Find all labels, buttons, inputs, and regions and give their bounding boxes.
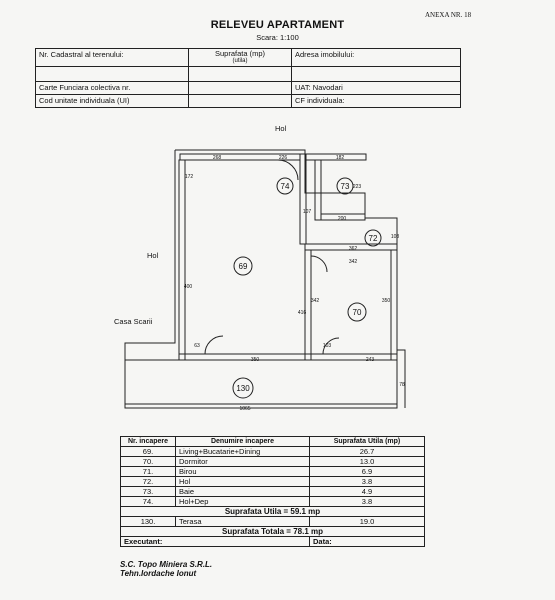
dimension-label: 416 bbox=[297, 310, 307, 316]
wall-west bbox=[125, 150, 175, 408]
rooms-table bbox=[120, 436, 425, 547]
address-label: Adresa imobilului: bbox=[292, 49, 461, 67]
surface-cell bbox=[189, 49, 292, 67]
dimension-label: 200 bbox=[337, 216, 347, 222]
table-row bbox=[121, 497, 425, 507]
dimension-label: 342 bbox=[348, 259, 358, 265]
dimension-label: 182 bbox=[335, 155, 345, 161]
room-area: 3.8 bbox=[310, 497, 425, 507]
surface-sub: (utila) bbox=[232, 58, 248, 64]
dimension-label: 63 bbox=[194, 343, 200, 349]
hol-top-label: Hol bbox=[275, 124, 287, 133]
dimension-label: 103 bbox=[322, 343, 332, 349]
room-number: 74 bbox=[280, 182, 290, 191]
executant-label: Executant: bbox=[121, 537, 310, 547]
dimension-label: 243 bbox=[365, 357, 375, 363]
dimension-label: 78 bbox=[399, 382, 405, 388]
dimension-label: 226 bbox=[278, 155, 288, 161]
room-area: 4.9 bbox=[310, 487, 425, 497]
page-title: RELEVEU APARTAMENT bbox=[210, 19, 345, 31]
carte-label: Carte Funciara colectiva nr. bbox=[36, 82, 189, 95]
dimension-label: 342 bbox=[310, 298, 320, 304]
casa-scarii-label: Casa Scarii bbox=[114, 317, 153, 326]
wall-south bbox=[179, 354, 397, 360]
hol-left-label: Hol bbox=[147, 251, 159, 260]
table-row bbox=[121, 467, 425, 477]
room-area: 26.7 bbox=[310, 447, 425, 457]
empty-cell bbox=[189, 82, 292, 95]
room-nr: 70. bbox=[121, 457, 176, 467]
door-swing bbox=[311, 256, 327, 272]
col-nr-header: Nr. incapere bbox=[121, 437, 176, 447]
room-number: 70 bbox=[352, 308, 362, 317]
grand-total: Suprafata Totala = 78.1 mp bbox=[121, 527, 425, 537]
room-name: Hol+Dep bbox=[176, 497, 310, 507]
dimension-label: 362 bbox=[348, 246, 358, 252]
room-nr: 69. bbox=[121, 447, 176, 457]
stamp-person: Tehn.Iordache Ionut bbox=[120, 569, 197, 578]
room-nr: 72. bbox=[121, 477, 176, 487]
room-number: 72 bbox=[368, 234, 378, 243]
room-nr: 73. bbox=[121, 487, 176, 497]
dimension-label: 400 bbox=[183, 284, 193, 290]
terrace-outline bbox=[125, 360, 397, 408]
table-row bbox=[121, 487, 425, 497]
room-number: 130 bbox=[236, 384, 250, 393]
room-area: 13.0 bbox=[310, 457, 425, 467]
stamp-company: S.C. Topo Miniera S.R.L. bbox=[120, 560, 213, 569]
wall-west-living bbox=[179, 160, 185, 360]
room-area: 3.8 bbox=[310, 477, 425, 487]
table-row bbox=[121, 457, 425, 467]
cadastral-label: Nr. Cadastral al terenului: bbox=[36, 49, 189, 67]
col-name-header: Denumire incapere bbox=[176, 437, 310, 447]
room-name: Dormitor bbox=[176, 457, 310, 467]
table-row bbox=[121, 447, 425, 457]
room-number: 69 bbox=[238, 262, 248, 271]
terrace-name: Terasa bbox=[176, 517, 310, 527]
cod-label: Cod unitate individuala (UI) bbox=[36, 95, 189, 108]
room-name: Hol bbox=[176, 477, 310, 487]
dimension-label: 107 bbox=[302, 209, 312, 215]
dimension-label: 350 bbox=[250, 357, 260, 363]
dimension-label: 268 bbox=[212, 155, 222, 161]
room-area: 6.9 bbox=[310, 467, 425, 477]
col-area-header: Suprafata Utila (mp) bbox=[310, 437, 425, 447]
room-nr: 71. bbox=[121, 467, 176, 477]
dimension-label: 1065 bbox=[239, 406, 251, 412]
wall-bath-west bbox=[315, 160, 321, 220]
room-name: Birou bbox=[176, 467, 310, 477]
header-table bbox=[35, 48, 461, 108]
data-label: Data: bbox=[310, 537, 425, 547]
surface-label: Suprafata (mp) bbox=[214, 49, 266, 58]
door-swing bbox=[278, 160, 298, 180]
empty-cell bbox=[292, 67, 461, 82]
dimension-label: 172 bbox=[184, 174, 194, 180]
empty-cell bbox=[36, 67, 189, 82]
annex-number: ANEXA NR. 18 bbox=[425, 11, 472, 19]
room-name: Baie bbox=[176, 487, 310, 497]
empty-cell bbox=[189, 67, 292, 82]
scale-text: Scara: 1:100 bbox=[256, 33, 299, 42]
room-nr: 74. bbox=[121, 497, 176, 507]
dimension-label: 350 bbox=[381, 298, 391, 304]
floor-plan bbox=[95, 118, 425, 418]
empty-cell bbox=[189, 95, 292, 108]
dimension-label: 108 bbox=[390, 234, 400, 240]
table-row bbox=[121, 477, 425, 487]
uat-label: UAT: Navodari bbox=[292, 82, 461, 95]
wall-bedroom-east bbox=[391, 250, 397, 360]
useful-total: Suprafata Utila = 59.1 mp bbox=[121, 507, 425, 517]
terrace-area: 19.0 bbox=[310, 517, 425, 527]
wall-bedroom-west bbox=[305, 250, 311, 360]
cf-label: CF individuala: bbox=[292, 95, 461, 108]
signature-stamp bbox=[120, 560, 212, 578]
wall-east bbox=[175, 150, 405, 408]
dimension-label: 223 bbox=[352, 184, 362, 190]
terrace-nr: 130. bbox=[121, 517, 176, 527]
room-name: Living+Bucatarie+Dining bbox=[176, 447, 310, 457]
table-row bbox=[121, 517, 425, 527]
room-number: 73 bbox=[340, 182, 350, 191]
door-swing bbox=[205, 336, 223, 354]
